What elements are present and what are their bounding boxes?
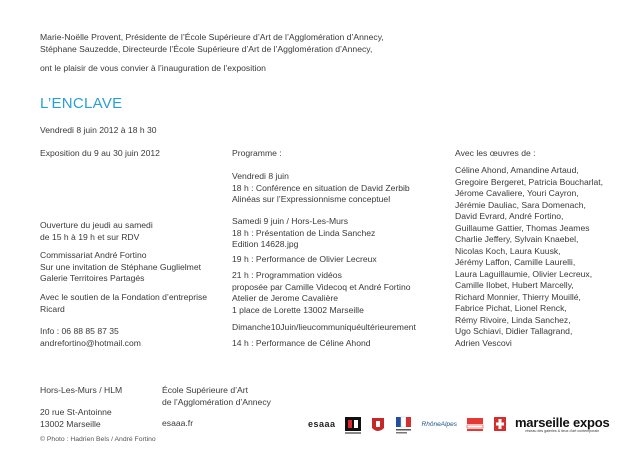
artist-line: Fabrice Pichat, Lionel Renck,: [455, 303, 567, 313]
artists-list: [455, 165, 603, 349]
venue-address: [40, 407, 112, 430]
programme-saturday: [232, 216, 375, 251]
programme-line: Vendredi 8 juin: [232, 171, 289, 181]
works-heading: Avec les œuvres de :: [455, 148, 536, 158]
contact-info: [40, 326, 141, 349]
programme-sunday: Dimanche10Juin/lieucommuniquéultérieurement: [232, 322, 416, 332]
programme-line: proposée par Camille Videcoq et André Fortino: [232, 281, 411, 292]
venue-name: Hors-Les-Murs / HLM: [40, 385, 123, 395]
artist-line: Jérome Cavaliere, Youri Cayron,: [455, 188, 579, 198]
curator-info: [40, 250, 201, 285]
support-line: Ricard: [40, 303, 65, 314]
ministry-logo: [394, 414, 414, 436]
programme-sat-19h: 19 h : Performance de Olivier Lecreux: [232, 254, 377, 264]
savoie-cross-logo: [493, 414, 507, 436]
marseille-expos-logo: [515, 416, 610, 434]
programme-line: Alinéas sur l’Expressionnisme conceptuel: [232, 194, 391, 204]
opening-hours-line: de 15 h à 19 h et sur RDV: [40, 231, 140, 242]
contact-email[interactable]: andrefortino@hotmail.com: [40, 337, 141, 348]
artist-line: Laura Laguillaumie, Olivier Lecreux,: [455, 268, 593, 279]
exhibition-title: L’ENCLAVE: [40, 95, 123, 112]
haute-savoie-logo: [465, 414, 485, 436]
programme-line: Atelier de Jerome Cavalière: [232, 293, 339, 303]
programme-line: 1 place de Lorette 13002 Marseille: [232, 304, 364, 315]
address-line: 13002 Marseille: [40, 418, 101, 429]
opening-hours: [40, 220, 153, 243]
programme-line: 21 h : Programmation vidéos: [232, 270, 342, 280]
artist-line: Richard Monnier, Thierry Mouillé,: [455, 291, 581, 302]
esaaa-logo: esaaa: [308, 419, 336, 430]
artist-line: Adrien Vescovi: [455, 337, 512, 348]
artist-line: Charlie Jeffery, Sylvain Knaebel,: [455, 234, 579, 244]
programme-heading: Programme :: [232, 148, 282, 158]
programme-line: 18 h : Présentation de Linda Sanchez: [232, 227, 376, 238]
photo-credit: © Photo : Hadrien Bels / André Fortino: [40, 436, 156, 443]
marseille-expos-wordmark: marseille expos: [514, 415, 610, 431]
artist-line: David Evrard, André Fortino,: [455, 211, 564, 221]
region-logo: [370, 414, 386, 436]
opening-date: Vendredi 8 juin 2012 à 18 h 30: [40, 125, 157, 135]
curator-line: Commissariat André Fortino: [40, 250, 147, 260]
artist-line: Ugo Schiavi, Didier Tallagrand,: [455, 326, 573, 336]
school-line: de l’Agglomération d’Annecy: [162, 396, 271, 407]
artist-line: Jérémie Dauliac, Sara Domenach,: [455, 199, 586, 210]
support-line: Avec le soutien de la Fondation d’entreprise: [40, 292, 208, 302]
artist-line: Rémy Rivoire, Linda Sanchez,: [455, 314, 571, 325]
programme-sun-14h: 14 h : Performance de Céline Ahond: [232, 338, 371, 348]
programme-line: Samedi 9 juin / Hors-Les-Murs: [232, 216, 349, 226]
programme-friday: [232, 171, 410, 206]
school-name: [162, 385, 271, 408]
school-website[interactable]: esaaa.fr: [162, 418, 194, 428]
exhibition-dates: Exposition du 9 au 30 juin 2012: [40, 148, 160, 158]
rhonealpes-logo: RhôneAlpes: [421, 420, 457, 428]
programme-sat-21h: [232, 270, 411, 316]
support-info: [40, 292, 207, 315]
programme-line: Edition 14628.jpg: [232, 239, 299, 249]
artist-line: Jérémy Laffon, Camille Laurelli,: [455, 257, 576, 267]
school-line: École Supérieure d’Art: [162, 385, 248, 395]
curator-line: Galerie Territoires Partagés: [40, 273, 145, 283]
opening-hours-line: Ouverture du jeudi au samedi: [40, 220, 153, 230]
artist-line: Nicolas Koch, Laura Kuusk,: [455, 245, 561, 256]
sponsor-logos: [308, 412, 610, 438]
contact-phone: Info : 06 88 85 87 35: [40, 326, 119, 336]
annecy-logo: [344, 414, 362, 436]
curator-line: Sur une invitation de Stéphane Guglielmet: [40, 261, 201, 272]
host-line-1: Marie-Noëlle Provent, Présidente de l’École Supérieure d’Art de l’Agglomération d’Annecy,: [40, 32, 384, 42]
programme-line: 18 h : Conférence en situation de David Zerbib: [232, 182, 410, 193]
address-line: 20 rue St-Antoinne: [40, 407, 112, 417]
marseille-expos-tagline: réseau des galeries & lieux d'art contemporain: [525, 429, 600, 434]
artist-line: Céline Ahond, Amandine Artaud,: [455, 165, 579, 175]
artist-line: Gregoire Bergeret, Patricia Boucharlat,: [455, 176, 604, 187]
artist-line: Guillaume Gattier, Thomas Jeames: [455, 222, 590, 233]
invitation-line: ont le plaisir de vous convier à l’inauguration de l’exposition: [40, 63, 266, 73]
host-line-2: Stéphane Sauzedde, Directeurde l’École Supérieure d’Art de l’Agglomération d’Annecy,: [40, 44, 373, 54]
artist-line: Camille Ilobet, Hubert Marcelly,: [455, 280, 574, 290]
